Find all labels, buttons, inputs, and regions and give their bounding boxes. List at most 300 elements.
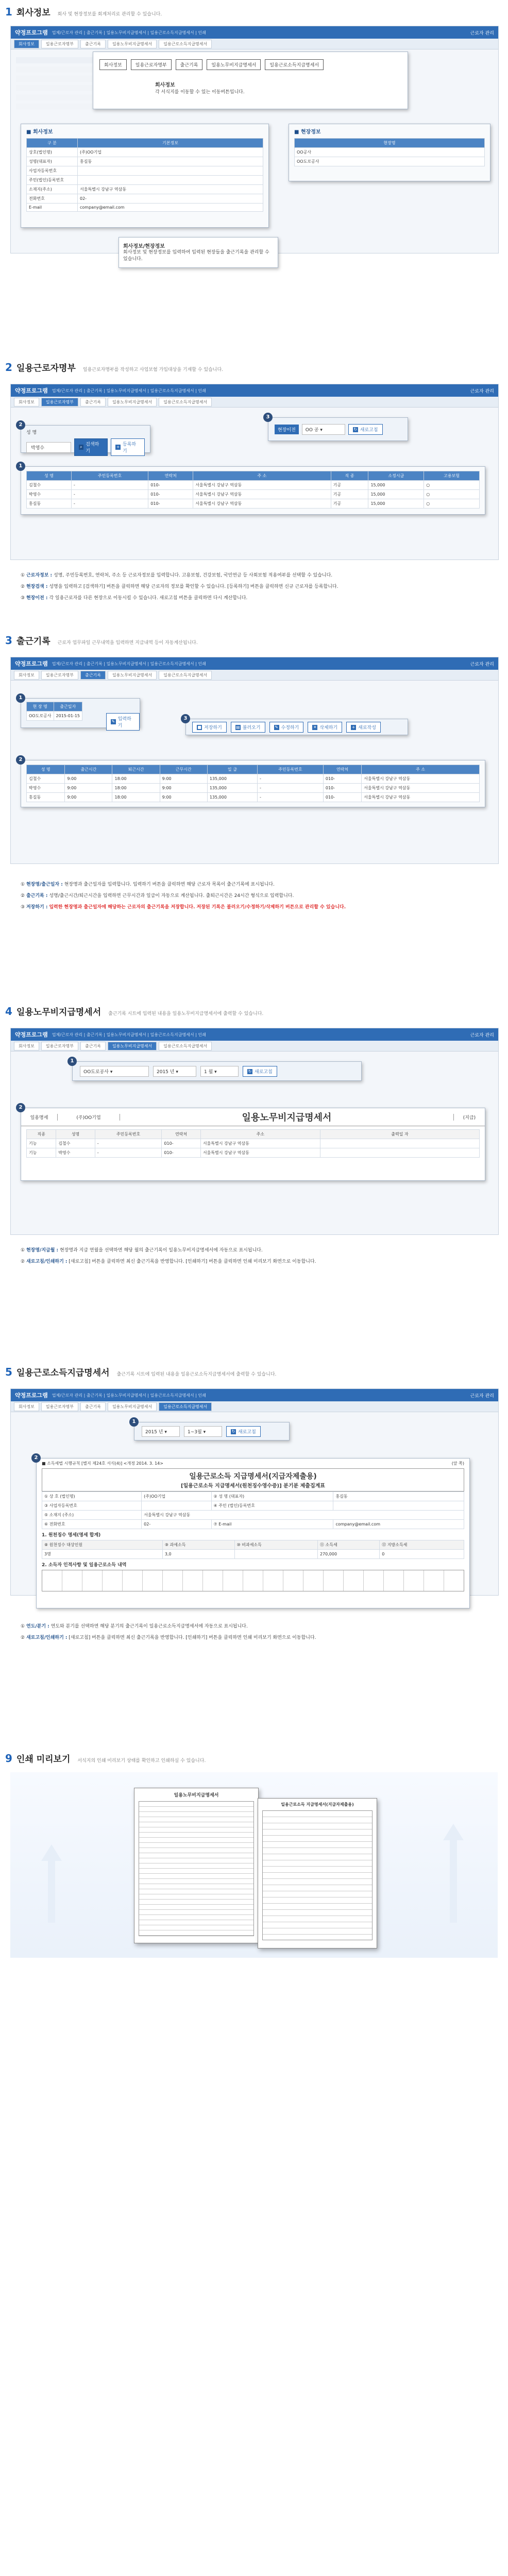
note-key: 새로고침/인쇄하기 : xyxy=(26,1635,67,1640)
preview-doc-title: 일용근로소득 지급명세서(지급자제출용) xyxy=(281,1802,354,1807)
site-select-value: OO도로공사 xyxy=(83,1070,109,1075)
step-badge: 1 xyxy=(16,462,25,471)
table-row xyxy=(27,148,263,157)
section-description: 출근기록 시트에 입력된 내용을 일용근로소득지급명세서에 출력할 수 있습니다. xyxy=(116,1372,277,1377)
app-brand: 약정프로그램 xyxy=(15,660,48,667)
section-title: 일용근로소득지급명세서 xyxy=(16,1368,110,1378)
col-header: 출력일 자 xyxy=(320,1130,480,1139)
note-bullet-icon: ③ xyxy=(21,905,25,910)
tab-labor-cost[interactable]: 일용노무비지급명세서 xyxy=(108,398,157,406)
site-select-value: OO 공 xyxy=(305,428,319,433)
income-doc-callout xyxy=(34,1455,470,1608)
cell: 0 xyxy=(380,1550,464,1559)
table-header-row xyxy=(295,139,485,148)
register-button[interactable] xyxy=(111,438,145,456)
note-key: 현장명/출근일자 : xyxy=(26,882,63,887)
chevron-down-icon: ▾ xyxy=(176,1070,178,1075)
table-header-row xyxy=(27,765,480,774)
register-icon: + xyxy=(116,445,120,449)
section-header-1 xyxy=(5,5,162,18)
company-info-header: ■ 회사정보 xyxy=(26,129,53,135)
part1-title: 1. 원천징수 명세(명세 합계) xyxy=(42,1533,101,1538)
top-bar xyxy=(11,657,498,670)
row-value[interactable]: 서울특별시 강남구 역삼동 xyxy=(78,185,263,194)
top-menu: 업체/근로자 관리 | 출근기록 | 일용노무비지급명세서 | 일용근로소득지급명세서 | 인쇄 xyxy=(52,388,206,393)
cell: 3,0 xyxy=(162,1550,234,1559)
row-value[interactable] xyxy=(78,176,263,185)
note-bullet-icon: ② xyxy=(21,1635,25,1640)
section-header-3 xyxy=(5,634,198,647)
doc-title: 일용근로소득 지급명세서(지급자제출용) xyxy=(189,1472,317,1481)
cell: company@email.com xyxy=(333,1520,464,1529)
note-bullet-icon: ① xyxy=(21,1624,25,1629)
section-title: 일용근로자명부 xyxy=(16,363,76,374)
cell: ① 상 호 (법인명) xyxy=(42,1492,142,1501)
zoom-tab-company[interactable]: 회사정보 xyxy=(99,59,127,70)
cell: 9:00 xyxy=(65,784,112,793)
cell: 010- xyxy=(323,784,361,793)
table-row xyxy=(27,711,82,721)
cell: 18:00 xyxy=(112,784,160,793)
top-right-label: 근로자 관리 xyxy=(470,30,494,36)
cell xyxy=(320,1139,480,1148)
cell: ⑦ E-mail xyxy=(211,1520,333,1529)
search-callout xyxy=(19,422,150,454)
cell: 홍길동 xyxy=(27,793,65,802)
site-select[interactable] xyxy=(302,424,345,435)
page-reference: (앞 쪽) xyxy=(451,1461,464,1466)
tab-worker-roster[interactable]: 일용근로자명부 xyxy=(41,1042,78,1050)
doc-title-box xyxy=(42,1468,464,1492)
app-brand: 약정프로그램 xyxy=(15,387,48,394)
col-header: 성명 xyxy=(56,1130,95,1139)
tab-attendance[interactable]: 출근기록 xyxy=(80,1402,106,1411)
cell: 270,000 xyxy=(317,1550,379,1559)
app-brand: 약정프로그램 xyxy=(15,1031,48,1038)
note-text: 현장명과 지급 연월을 선택하면 해당 월의 출근기록이 일용노무비지급명세서에 자동으로 표시됩니다. xyxy=(60,1248,263,1253)
cell: 서울특별시 강남구 역삼동 xyxy=(362,774,480,784)
cell: ③ 사업자등록번호 xyxy=(42,1501,142,1511)
cell: ② 성 명 (대표자) xyxy=(211,1492,333,1501)
top-right-label: 근로자 관리 xyxy=(470,388,494,394)
cell xyxy=(333,1501,464,1511)
preview-doc-grid xyxy=(262,1810,372,1940)
preview-doc-title: 일용노무비지급명세서 xyxy=(174,1793,219,1798)
callout-text: 각 서식지를 이동할 수 있는 이동버튼입니다. xyxy=(155,90,245,95)
year-select[interactable] xyxy=(142,1426,180,1437)
section-title: 회사정보 xyxy=(16,8,50,18)
tab-bar xyxy=(11,670,498,681)
col-header: 출근시간 xyxy=(65,765,112,774)
top-menu: 업체/근로자 관리 | 출근기록 | 일용노무비지급명세서 | 일용근로소득지급명세서 | 인쇄 xyxy=(52,30,206,35)
cell: 135,000 xyxy=(207,793,257,802)
tab-worker-roster[interactable]: 일용근로자명부 xyxy=(41,1402,78,1411)
pencil-icon: ✎ xyxy=(111,719,115,724)
company-info-label: 회사정보 xyxy=(32,129,53,135)
top-menu: 업체/근로자 관리 | 출근기록 | 일용노무비지급명세서 | 일용근로소득지급명세서 | 인쇄 xyxy=(52,1032,206,1037)
company-info-table xyxy=(26,138,263,212)
section-header-4 xyxy=(5,1005,263,1018)
cell: 010- xyxy=(162,1148,200,1158)
cell: - xyxy=(71,481,148,490)
cell: 010- xyxy=(148,490,193,499)
note-key: 현장이전 : xyxy=(26,596,48,601)
quarter-select-value: 1~3월 xyxy=(188,1430,202,1435)
table-row[interactable] xyxy=(27,490,480,499)
row-label: 주민(법인)등록번호 xyxy=(27,176,78,185)
folder-icon: ▤ xyxy=(236,724,240,730)
cell: ○ xyxy=(424,499,480,509)
tab-company-info[interactable]: 회사정보 xyxy=(14,1042,39,1050)
delete-button-label: 삭제하기 xyxy=(319,725,338,731)
roster-table-callout xyxy=(19,463,485,515)
step-badge: 2 xyxy=(16,1103,25,1112)
col-header: ⑫ 지방소득세 xyxy=(380,1540,464,1550)
top-bar xyxy=(11,1389,498,1401)
cell: ④ 주민 (법인)등록번호 xyxy=(211,1501,333,1511)
tab-company-info[interactable]: 회사정보 xyxy=(14,671,39,680)
note-text: 성명을 입력하고 [검색하기] 버튼을 클릭하면 해당 근로자의 정보를 확인할 수 있습니다. [등록하기] 버튼을 클릭하면 신규 근로자를 등록합니다. xyxy=(49,584,338,589)
row-value[interactable]: (주)OO기업 xyxy=(78,148,263,157)
top-menu: 업체/근로자 관리 | 출근기록 | 일용노무비지급명세서 | 일용근로소득지급명세서 | 인쇄 xyxy=(52,1393,206,1398)
step-badge: 1 xyxy=(129,1417,139,1427)
tab-income-statement[interactable]: 일용근로소득지급명세서 xyxy=(159,1042,212,1050)
tab-labor-cost[interactable]: 일용노무비지급명세서 xyxy=(108,671,157,680)
step-badge: 1 xyxy=(16,693,25,703)
section-description: 근로자 업무파일 근무내역을 입력하면 지급내역 등이 자동계산됩니다. xyxy=(57,640,198,646)
site-info-callout xyxy=(289,124,490,181)
table-row xyxy=(42,1501,464,1511)
tab-worker-roster[interactable]: 일용근로자명부 xyxy=(41,671,78,680)
tab-labor-cost[interactable]: 일용노무비지급명세서 xyxy=(108,1042,157,1050)
note-key: 출근기록 : xyxy=(26,893,48,899)
attendance-table xyxy=(26,765,480,802)
col-header: 성 명 xyxy=(27,471,72,481)
note-item xyxy=(21,1634,484,1641)
cell: - xyxy=(258,774,324,784)
note-bullet-icon: ③ xyxy=(21,596,25,601)
table-row[interactable] xyxy=(27,774,480,784)
cell: 서울특별시 강남구 역삼동 xyxy=(362,784,480,793)
col-header: 연락처 xyxy=(148,471,193,481)
cell: 기능 xyxy=(27,1148,56,1158)
cell: - xyxy=(258,793,324,802)
tab-attendance[interactable]: 출근기록 xyxy=(80,40,106,48)
cell: ○ xyxy=(424,490,480,499)
cell: 서울특별시 강남구 역삼동 xyxy=(193,490,331,499)
note-item xyxy=(21,881,484,888)
cell: 010- xyxy=(323,774,361,784)
cell xyxy=(142,1501,211,1511)
search-input[interactable]: 박영수 xyxy=(26,442,71,453)
site-select[interactable] xyxy=(80,1066,149,1077)
note-text: [새로고침] 버튼을 클릭하면 최신 출근기록을 반영합니다. [인쇄하기] 버튼을 클릭하면 인쇄 미리보기 화면으로 이동합니다. xyxy=(69,1635,316,1640)
preview-doc-grid xyxy=(139,1801,254,1936)
edit-button-label: 수정하기 xyxy=(281,725,299,731)
labor-cost-table xyxy=(26,1129,480,1158)
row-value[interactable] xyxy=(78,166,263,176)
tab-bar xyxy=(11,1401,498,1412)
tabs-zoom-callout xyxy=(93,52,408,109)
print-preview-income[interactable] xyxy=(258,1798,377,1948)
tab-bar xyxy=(11,397,498,408)
tab-attendance[interactable]: 출근기록 xyxy=(80,398,106,406)
row-label: 소재지(주소) xyxy=(27,185,78,194)
zoom-tab-row xyxy=(93,52,408,77)
col-header: 일 급 xyxy=(207,765,257,774)
print-preview-labor-cost[interactable] xyxy=(134,1788,259,1943)
cell xyxy=(320,1148,480,1158)
zoom-tab-labor-cost[interactable]: 일용노무비지급명세서 xyxy=(207,59,261,70)
cell: 010- xyxy=(162,1139,200,1148)
note-key: 새로고침/인쇄하기 : xyxy=(26,1259,67,1264)
doc-ref-row xyxy=(37,1459,469,1468)
note-bullet-icon: ① xyxy=(21,1248,25,1253)
cell: (주)OO기업 xyxy=(142,1492,211,1501)
doc-right-label: (지급) xyxy=(453,1114,485,1121)
tab-labor-cost[interactable]: 일용노무비지급명세서 xyxy=(108,1402,157,1411)
col-header: 주민등록번호 xyxy=(95,1130,162,1139)
delete-button[interactable] xyxy=(308,722,342,733)
search-row xyxy=(21,438,150,456)
step-badge: 2 xyxy=(16,420,25,430)
doc-title-row xyxy=(21,1108,485,1126)
chevron-down-icon: ▾ xyxy=(203,1430,206,1435)
year-select-value: 2015 년 xyxy=(157,1070,175,1075)
note-bullet-icon: ① xyxy=(21,573,25,578)
section-number: 1 xyxy=(5,6,12,18)
table-row xyxy=(27,194,263,204)
refresh-button[interactable] xyxy=(226,1426,261,1437)
site-name[interactable]: OO도로공사 xyxy=(295,157,485,166)
decor-arrow-stem xyxy=(48,1861,55,1923)
table-header-row xyxy=(42,1540,464,1550)
action-buttons-callout xyxy=(183,716,408,735)
labor-cost-doc-callout xyxy=(19,1105,485,1181)
callout-title: 회사정보/현장정보 xyxy=(123,244,165,249)
note-item xyxy=(21,904,484,911)
note-item xyxy=(21,892,484,900)
section-title: 인쇄 미리보기 xyxy=(16,1754,71,1765)
zoom-tab-attendance[interactable]: 출근기록 xyxy=(176,59,203,70)
register-button-label: 등록하기 xyxy=(123,442,137,454)
note-key: 현장명/지급월 : xyxy=(26,1248,59,1253)
site-date-table xyxy=(26,702,82,721)
month-select[interactable] xyxy=(200,1066,239,1077)
col-header: ⑧ 원천징수 대상인원 xyxy=(42,1540,163,1550)
tab-bar xyxy=(11,39,498,49)
tab-company-info[interactable]: 회사정보 xyxy=(14,1402,39,1411)
cell: ⑥ 전화번호 xyxy=(42,1520,142,1529)
note-item xyxy=(21,583,484,590)
cell: 3명 xyxy=(42,1550,163,1559)
col-header: 직 종 xyxy=(331,471,368,481)
tab-worker-roster[interactable]: 일용근로자명부 xyxy=(41,40,78,48)
zoom-tab-income[interactable]: 일용근로소득지급명세서 xyxy=(265,59,324,70)
col-header: 주민등록번호 xyxy=(258,765,324,774)
tab-attendance[interactable]: 출근기록 xyxy=(80,1042,106,1050)
row-value[interactable]: 02- xyxy=(78,194,263,204)
cell: 010- xyxy=(148,499,193,509)
tab-income-statement[interactable]: 일용근로소득지급명세서 xyxy=(159,671,212,680)
row-label: 사업자등록번호 xyxy=(27,166,78,176)
note-text: 각 일용근로자를 다른 현장으로 이동시킬 수 있습니다. 새로고침 버튼을 클릭하면 다시 계산합니다. xyxy=(49,596,248,601)
search-label xyxy=(21,426,150,438)
table-row xyxy=(42,1511,464,1520)
company-site-callout xyxy=(118,237,278,268)
section-2-notes xyxy=(21,572,484,606)
cell: 서울특별시 강남구 역삼동 xyxy=(193,499,331,509)
row-label: 성명(대표자) xyxy=(27,157,78,166)
col-header: 주소 xyxy=(200,1130,320,1139)
cell: 9:00 xyxy=(65,793,112,802)
refresh-button[interactable] xyxy=(243,1066,277,1077)
section-description: 회사 및 현장정보를 회계처리로 관리할 수 있습니다. xyxy=(57,12,162,17)
refresh-icon: ↻ xyxy=(353,427,358,432)
year-select-value: 2015 년 xyxy=(145,1430,163,1435)
cell: 135,000 xyxy=(207,774,257,784)
refresh-icon: ↻ xyxy=(231,1429,235,1434)
company-name: (주)OO기업 xyxy=(58,1114,120,1121)
col-header: 주민등록번호 xyxy=(71,471,148,481)
cell: 박영수 xyxy=(56,1148,95,1158)
site-move-row xyxy=(268,418,408,441)
cell: ⑤ 소재지 (주소) xyxy=(42,1511,142,1520)
section-3-notes xyxy=(21,881,484,915)
top-bar xyxy=(11,1028,498,1041)
cell: 135,000 xyxy=(207,784,257,793)
cell: 18:00 xyxy=(112,793,160,802)
search-field-label: 성 명 xyxy=(26,430,37,435)
cell: 9:00 xyxy=(160,784,207,793)
table-row[interactable] xyxy=(27,499,480,509)
site-input[interactable]: OO도로공사 xyxy=(27,711,54,721)
table-header-row xyxy=(27,702,82,711)
tab-income-statement[interactable]: 일용근로소득지급명세서 xyxy=(159,398,212,406)
zoom-tab-roster[interactable]: 일용근로자명부 xyxy=(131,59,172,70)
doc-subtitle: [일용근로소득 지급명세서(원천징수영수증)] 분기분 제출집계표 xyxy=(181,1483,325,1489)
tab-company-info[interactable]: 회사정보 xyxy=(14,398,39,406)
section-number: 3 xyxy=(5,634,12,647)
row-label: 전화번호 xyxy=(27,194,78,204)
cell: 010- xyxy=(323,793,361,802)
load-button[interactable] xyxy=(231,722,265,733)
tab-company-info[interactable]: 회사정보 xyxy=(14,40,39,48)
input-button[interactable] xyxy=(106,713,140,731)
top-menu: 업체/근로자 관리 | 출근기록 | 일용노무비지급명세서 | 일용근로소득지급명세서 | 인쇄 xyxy=(52,661,206,666)
refresh-button[interactable] xyxy=(348,424,383,435)
date-input[interactable]: 2015-01-15 xyxy=(54,711,82,721)
top-right-label: 근로자 관리 xyxy=(470,662,494,667)
cell: - xyxy=(71,499,148,509)
step-badge: 2 xyxy=(31,1453,41,1463)
row-value[interactable]: company@email.com xyxy=(78,204,263,212)
site-move-callout xyxy=(266,414,408,441)
action-button-row xyxy=(186,719,408,735)
part2-grid xyxy=(42,1570,464,1591)
col-header: ⑨ 과세소득 xyxy=(162,1540,234,1550)
attendance-table-callout xyxy=(19,757,485,807)
col-header: 성 명 xyxy=(27,765,65,774)
tab-bar xyxy=(11,1041,498,1052)
tab-labor-cost[interactable]: 일용노무비지급명세서 xyxy=(108,40,157,48)
cell: 박영수 xyxy=(27,490,72,499)
new-button-label: 새로작성 xyxy=(358,725,376,731)
cell: - xyxy=(258,784,324,793)
note-key: 근로자정보 : xyxy=(26,573,53,578)
note-item xyxy=(21,1623,484,1630)
save-button[interactable] xyxy=(192,722,227,733)
col-header: 퇴근시간 xyxy=(112,765,160,774)
month-select-value: 1 월 xyxy=(204,1070,213,1075)
cell: 김철수 xyxy=(27,481,72,490)
note-text: 성명/출근시간/퇴근시간을 입력하면 근무시간과 일급이 자동으로 계산됩니다. 출퇴근시간은 24시간 형식으로 입력합니다. xyxy=(49,893,294,899)
top-right-label: 근로자 관리 xyxy=(470,1393,494,1399)
note-key: 연도/분기 : xyxy=(26,1624,49,1629)
cell: 9:00 xyxy=(160,774,207,784)
year-select[interactable] xyxy=(153,1066,196,1077)
filter-callout xyxy=(70,1058,362,1081)
col-header: 출근일자 xyxy=(54,702,82,711)
quarter-select[interactable] xyxy=(184,1426,222,1437)
table-row[interactable] xyxy=(27,784,480,793)
note-text: 현장명과 출근일자를 입력합니다. 입력하기 버튼을 클릭하면 해당 근로자 목록이 출근기록에 표시됩니다. xyxy=(64,882,275,887)
row-label: 상호(법인명) xyxy=(27,148,78,157)
search-button[interactable] xyxy=(74,438,108,456)
col-header: 현장명 xyxy=(295,139,485,148)
note-bullet-icon: ② xyxy=(21,584,25,589)
tab-income-statement[interactable]: 일용근로소득지급명세서 xyxy=(159,1402,212,1411)
edit-button[interactable] xyxy=(269,722,304,733)
new-doc-icon: + xyxy=(351,724,355,730)
table-row[interactable] xyxy=(27,481,480,490)
note-text: [새로고침] 버튼을 클릭하면 최신 출근기록을 반영합니다. [인쇄하기] 버튼을 클릭하면 인쇄 미리보기 화면으로 이동합니다. xyxy=(69,1259,316,1264)
cell: 010- xyxy=(148,481,193,490)
row-value[interactable]: 홍길동 xyxy=(78,157,263,166)
table-row xyxy=(27,176,263,185)
save-button-label: 저장하기 xyxy=(204,725,222,731)
site-date-callout xyxy=(19,695,140,728)
refresh-button-label: 새로고침 xyxy=(255,1070,273,1075)
col-header: 연락처 xyxy=(162,1130,200,1139)
save-icon: ■ xyxy=(197,724,201,730)
col-header: 소정시급 xyxy=(368,471,424,481)
table-header-row xyxy=(27,139,263,148)
note-item xyxy=(21,1258,484,1265)
chevron-down-icon: ▾ xyxy=(214,1070,217,1075)
cell: 서울특별시 강남구 역삼동 xyxy=(200,1148,320,1158)
section-number: 2 xyxy=(5,361,12,374)
note-key: 현장검색 : xyxy=(26,584,48,589)
cell: 홍길동 xyxy=(27,499,72,509)
part2-title: 2. 소득자 인적사항 및 일용근로소득 내역 xyxy=(42,1563,127,1568)
doc-label: 일용명세 xyxy=(21,1114,58,1121)
table-row[interactable] xyxy=(27,793,480,802)
tab-income-statement[interactable]: 일용근로소득지급명세서 xyxy=(159,40,212,48)
section-header-9 xyxy=(5,1752,206,1765)
note-item xyxy=(21,572,484,579)
refresh-button-label: 새로고침 xyxy=(238,1430,256,1435)
new-button[interactable] xyxy=(346,722,381,733)
step-badge: 3 xyxy=(263,413,273,422)
section-title: 일용노무비지급명세서 xyxy=(16,1007,101,1018)
tab-attendance[interactable]: 출근기록 xyxy=(80,671,106,680)
part1-table xyxy=(42,1540,464,1559)
period-filter-callout xyxy=(132,1419,290,1440)
col-header: 주 소 xyxy=(193,471,331,481)
site-name[interactable]: OO공사 xyxy=(295,148,485,157)
tab-worker-roster[interactable]: 일용근로자명부 xyxy=(41,398,78,406)
